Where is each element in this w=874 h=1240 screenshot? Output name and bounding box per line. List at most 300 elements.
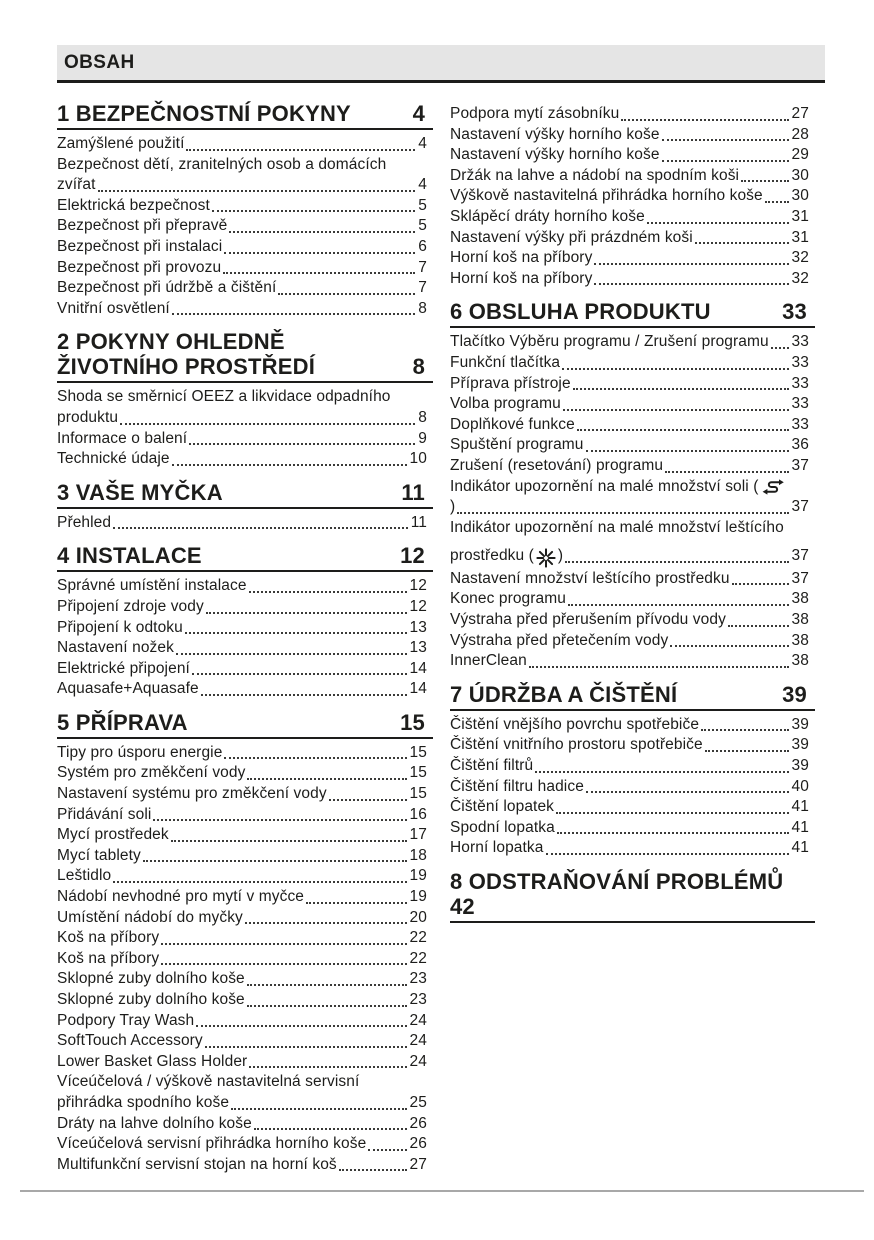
entry-page-number: 4	[418, 176, 427, 194]
entry-page-number: 27	[409, 1155, 427, 1173]
entry-page-number: 25	[409, 1093, 427, 1111]
entry-text: Víceúčelová / výškově nastavitelná servisní	[57, 1073, 360, 1091]
entry-page-number: 12	[409, 577, 427, 595]
toc-entry-line	[57, 1155, 433, 1176]
entry-text: prostředku (	[450, 547, 534, 565]
toc-entry-line	[450, 838, 815, 859]
dot-leader	[120, 423, 415, 425]
entry-page-number: 37	[791, 456, 809, 474]
section-heading	[450, 682, 815, 711]
dot-leader	[529, 666, 789, 668]
dot-leader	[161, 943, 406, 945]
entry-page-number: 32	[791, 249, 809, 267]
toc-entry	[57, 1114, 433, 1135]
section-title: 5 PŘÍPRAVA	[57, 709, 188, 735]
toc-entry-line	[57, 949, 433, 970]
dot-leader	[568, 604, 789, 606]
dot-leader	[247, 1005, 407, 1007]
dot-leader	[201, 694, 407, 696]
entry-text: Příprava přístroje	[450, 374, 571, 392]
dot-leader	[245, 922, 407, 924]
entry-text: Výstraha před přerušením přívodu vody	[450, 611, 726, 629]
entry-text: Nádobí nevhodné pro mytí v myčce	[57, 888, 305, 906]
entry-text: Systém pro změkčení vody	[57, 764, 246, 782]
dot-leader	[192, 673, 407, 675]
entry-page-number: 8	[418, 408, 427, 426]
toc-entry-line	[57, 1134, 433, 1155]
rinse-aid-icon	[536, 548, 556, 568]
toc-entry	[450, 435, 815, 456]
toc-entry-line	[57, 175, 433, 196]
entry-text: Nastavení množství leštícího prostředku	[450, 569, 730, 587]
toc-section	[57, 710, 433, 1175]
toc-entry-line	[57, 846, 433, 867]
entry-page-number: 36	[791, 436, 809, 454]
toc-entry-line	[450, 374, 815, 395]
dot-leader	[186, 149, 415, 151]
entry-text: produktu	[57, 408, 119, 426]
toc-entry	[57, 969, 433, 990]
toc-entry	[450, 569, 815, 590]
entry-text: Bezpečnost při přepravě	[57, 217, 228, 235]
section-page-number: 12	[400, 543, 425, 569]
entry-page-number: 38	[791, 631, 809, 649]
entry-text: Sklopné zuby dolního koše	[57, 991, 245, 1008]
toc-entry-line	[450, 269, 815, 290]
dot-leader	[247, 778, 406, 780]
toc-entry-line	[57, 784, 433, 805]
section-page-number: 15	[400, 709, 425, 735]
dot-leader	[205, 1046, 407, 1048]
toc-entry	[450, 394, 815, 415]
entry-page-number: 16	[409, 805, 427, 823]
toc-entry	[450, 248, 815, 269]
toc-entry	[450, 228, 815, 249]
section-page-number: 4	[412, 101, 425, 126]
dot-leader	[573, 388, 789, 390]
entry-text: Čištění filtrů	[450, 757, 534, 775]
entry-page-number: 13	[409, 639, 427, 657]
toc-entry	[57, 299, 433, 320]
toc-entry-line	[57, 196, 433, 217]
entry-page-number: 8	[418, 299, 427, 317]
entry-text: Mycí prostředek	[57, 826, 169, 844]
section-title: 6 OBSLUHA PRODUKTU	[450, 299, 711, 325]
dot-leader	[196, 1025, 406, 1027]
dot-leader	[172, 464, 407, 466]
entry-text: Koš na příbory	[57, 949, 160, 967]
entry-text: Tlačítko Výběru programu / Zrušení programu	[450, 333, 769, 351]
toc-entry-line	[57, 1093, 433, 1114]
entry-page-number: 6	[418, 237, 427, 255]
toc-section-continued	[450, 104, 815, 289]
toc-entry	[57, 278, 433, 299]
entry-page-number: 19	[409, 888, 427, 906]
entry-page-number: 39	[791, 715, 809, 733]
toc-entry	[57, 990, 433, 1011]
toc-entry	[450, 207, 815, 228]
toc-entry-line	[450, 435, 815, 456]
dot-leader	[670, 645, 788, 647]
entry-text: Informace o balení	[57, 429, 188, 447]
entry-text: Dráty na lahve dolního koše	[57, 1114, 252, 1132]
entry-page-number: 22	[409, 929, 427, 947]
toc-entry	[450, 477, 815, 518]
entry-text: Bezpečnost při provozu	[57, 258, 222, 276]
entry-text: InnerClean	[450, 652, 527, 670]
toc-entry	[57, 1052, 433, 1073]
toc-entry	[57, 196, 433, 217]
page-title: OBSAH	[64, 52, 135, 73]
toc-entry	[450, 735, 815, 756]
dot-leader	[647, 222, 789, 224]
toc-entry	[450, 332, 815, 353]
toc-column-right	[450, 101, 815, 1185]
dot-leader	[153, 819, 406, 821]
toc-entry	[450, 715, 815, 736]
toc-entry	[57, 908, 433, 929]
section-title: 3 VAŠE MYČKA	[57, 479, 223, 505]
dot-leader	[665, 471, 788, 473]
entry-text: Indikátor upozornění na malé množství leštícího	[450, 518, 784, 536]
dot-leader	[229, 231, 415, 233]
toc-entry-line	[450, 756, 815, 777]
toc-entry	[57, 763, 433, 784]
toc-entry-line	[450, 456, 815, 477]
toc-entry	[450, 125, 815, 146]
entry-page-number: 17	[409, 826, 427, 844]
dot-leader	[565, 561, 788, 563]
toc-entry	[450, 166, 815, 187]
entry-page-number: 9	[418, 429, 427, 447]
entry-text: Sklopné zuby dolního koše	[57, 970, 245, 988]
toc-entry-line	[450, 777, 815, 798]
toc-entry-line	[450, 332, 815, 353]
toc-section	[57, 480, 433, 534]
toc-entry	[450, 415, 815, 436]
toc-entry-line	[57, 216, 433, 237]
toc-column-left	[57, 101, 433, 1185]
toc-entry-line	[450, 248, 815, 269]
entry-text: Vnitřní osvětlení	[57, 299, 170, 317]
toc-entry	[57, 597, 433, 618]
entry-text: Funkční tlačítka	[450, 353, 561, 371]
toc-entry	[450, 610, 815, 631]
dot-leader	[306, 902, 407, 904]
toc-entry-line	[57, 429, 433, 450]
toc-entry-line	[450, 125, 815, 146]
dot-leader	[705, 750, 789, 752]
toc-entry-line	[57, 576, 433, 597]
entry-text: Technické údaje	[57, 450, 170, 468]
toc-entry-line	[57, 278, 433, 299]
dot-leader	[254, 1128, 407, 1130]
dot-leader	[771, 347, 789, 349]
toc-entry-line	[450, 631, 815, 652]
toc-entry-line	[57, 805, 433, 826]
entry-text: Nastavení výšky horního koše	[450, 125, 660, 143]
toc-entry	[57, 618, 433, 639]
dot-leader	[562, 368, 788, 370]
dot-leader	[329, 799, 407, 801]
toc-entry-line	[57, 928, 433, 949]
entry-text: Výškově nastavitelná přihrádka horního koše	[450, 187, 763, 205]
entry-page-number: 14	[409, 659, 427, 677]
entry-page-number: 19	[409, 867, 427, 885]
entry-page-number: 24	[409, 1032, 427, 1050]
dot-leader	[586, 450, 789, 452]
entry-page-number: 7	[418, 279, 427, 297]
dot-leader	[212, 210, 415, 212]
toc-entry	[450, 518, 815, 567]
toc-entry	[57, 134, 433, 155]
entry-page-number: 33	[791, 333, 809, 351]
dot-leader	[695, 242, 789, 244]
toc-entry-line	[450, 415, 815, 436]
toc-entry-line	[57, 1114, 433, 1135]
section-page-number: 11	[401, 479, 425, 505]
dot-leader	[206, 612, 407, 614]
entry-page-number: 41	[791, 839, 809, 857]
entry-text: Přehled	[57, 513, 112, 531]
entry-page-number: 22	[409, 949, 427, 967]
toc-entry-line	[450, 207, 815, 228]
entry-text: Leštidlo	[57, 867, 112, 885]
dot-leader	[223, 272, 415, 274]
toc-entry	[57, 1134, 433, 1155]
toc-section	[450, 869, 815, 923]
entry-text: zvířat	[57, 176, 96, 194]
entry-page-number: 37	[791, 498, 809, 516]
entry-page-number: 32	[791, 269, 809, 287]
entry-text: Multifunkční servisní stojan na horní koš	[57, 1155, 337, 1173]
toc-entry	[57, 928, 433, 949]
toc-entry	[57, 258, 433, 279]
entry-text: Bezpečnost při instalaci	[57, 237, 223, 255]
dot-leader	[176, 653, 407, 655]
toc-entry-line	[57, 449, 433, 470]
entry-page-number: 31	[791, 207, 809, 225]
salt-icon	[761, 479, 785, 495]
toc-entry-line	[57, 155, 433, 176]
dot-leader	[741, 180, 788, 182]
dot-leader	[701, 729, 788, 731]
toc-entry	[450, 269, 815, 290]
toc-entry-line	[57, 763, 433, 784]
dot-leader	[586, 791, 789, 793]
toc-entry-line	[57, 618, 433, 639]
footer-divider-line	[20, 1190, 864, 1192]
section-title: 1 BEZPEČNOSTNÍ POKYNY	[57, 101, 351, 126]
entry-text: Horní koš na příbory	[450, 269, 593, 287]
toc-entry	[57, 1031, 433, 1052]
toc-entry-line	[450, 186, 815, 207]
toc-entry-line	[450, 569, 815, 590]
section-heading	[57, 543, 433, 572]
toc-entry-line	[57, 638, 433, 659]
section-heading	[57, 329, 433, 383]
entry-page-number: 7	[418, 258, 427, 276]
entry-text: Spuštění programu	[450, 436, 584, 454]
toc-section	[57, 543, 433, 700]
page-header	[57, 45, 825, 83]
dot-leader	[143, 860, 407, 862]
toc-entry	[57, 216, 433, 237]
entry-text: Doplňkové funkce	[450, 415, 575, 433]
toc-entry-line	[57, 387, 433, 408]
entry-text: Bezpečnost při údržbě a čištění	[57, 279, 277, 297]
dot-leader	[546, 853, 789, 855]
entry-text: Shoda se směrnicí OEEZ a likvidace odpadního	[57, 388, 391, 406]
toc-entry	[57, 866, 433, 887]
entry-page-number: 5	[418, 217, 427, 235]
toc-entry	[57, 949, 433, 970]
dot-leader	[535, 771, 788, 773]
dot-leader	[113, 527, 408, 529]
toc-entry	[450, 797, 815, 818]
entry-text: Elektrické připojení	[57, 659, 190, 677]
entry-page-number: 38	[791, 652, 809, 670]
dot-leader	[224, 757, 406, 759]
entry-text: přihrádka spodního koše	[57, 1093, 230, 1111]
entry-page-number: 29	[791, 146, 809, 164]
entry-text: Spodní lopatka	[450, 818, 555, 836]
entry-page-number: 33	[791, 374, 809, 392]
toc-entry-line	[57, 659, 433, 680]
section-title: 2 POKYNY OHLEDNĚ ŽIVOTNÍHO PROSTŘEDÍ	[57, 329, 316, 380]
entry-page-number: 41	[791, 818, 809, 836]
entry-page-number: 15	[409, 785, 427, 803]
entry-page-number: 11	[410, 513, 427, 531]
toc-entry	[57, 387, 433, 428]
dot-leader	[161, 963, 406, 965]
entry-text: Horní koš na příbory	[450, 249, 593, 267]
entry-page-number: 24	[409, 1052, 427, 1070]
toc-entry-line	[57, 134, 433, 155]
dot-leader	[249, 1066, 406, 1068]
entry-text: Koš na příbory	[57, 929, 160, 947]
entry-text: Podpory Tray Wash	[57, 1011, 195, 1029]
entry-text: Umístění nádobí do myčky	[57, 908, 243, 926]
toc-entry	[57, 679, 433, 700]
toc-entry	[450, 353, 815, 374]
dot-leader	[577, 429, 789, 431]
section-title: 8 ODSTRAŇOVÁNÍ PROBLÉMŮ	[450, 869, 784, 894]
dot-leader	[172, 313, 415, 315]
toc-entry-line	[450, 228, 815, 249]
toc-entry-line	[450, 145, 815, 166]
entry-text: Výstraha před přetečením vody	[450, 631, 669, 649]
toc-entry-line	[57, 969, 433, 990]
toc-entry	[450, 777, 815, 798]
toc-section	[57, 101, 433, 319]
section-page-number: 42	[450, 894, 475, 919]
entry-text: Nastavení systému pro změkčení vody	[57, 785, 327, 803]
entry-page-number: 5	[418, 196, 427, 214]
toc-section	[450, 682, 815, 859]
toc-entry	[450, 589, 815, 610]
toc-section	[57, 329, 433, 469]
dot-leader	[662, 139, 789, 141]
entry-page-number: 30	[791, 187, 809, 205]
entry-text: Nastavení nožek	[57, 639, 174, 657]
dot-leader	[594, 283, 788, 285]
entry-text: Konec programu	[450, 590, 566, 608]
toc-entry-line	[57, 513, 433, 534]
toc-entry-line	[450, 651, 815, 672]
entry-text: Podpora mytí zásobníku	[450, 105, 620, 122]
entry-page-number: 26	[409, 1114, 427, 1132]
dot-leader	[765, 201, 789, 203]
toc-entry-line	[450, 394, 815, 415]
entry-text: Připojení k odtoku	[57, 618, 183, 636]
entry-page-number: 14	[409, 680, 427, 698]
section-heading	[57, 710, 433, 739]
toc-entry-line	[57, 743, 433, 764]
toc-entry-line	[57, 408, 433, 429]
entry-text: Přidávání soli	[57, 805, 152, 823]
toc-entry-line	[450, 610, 815, 631]
entry-text: Víceúčelová servisní přihrádka horního koše	[57, 1135, 367, 1153]
dot-leader	[189, 443, 415, 445]
toc-entry-line	[57, 1052, 433, 1073]
toc-entry	[57, 743, 433, 764]
dot-leader	[556, 812, 789, 814]
entry-page-number: 38	[791, 590, 809, 608]
entry-text: )	[450, 498, 456, 516]
dot-leader	[113, 881, 406, 883]
toc-entry-line	[57, 887, 433, 908]
toc-entry-line	[450, 546, 815, 567]
entry-text: Volba programu	[450, 395, 561, 413]
entry-text: Horní lopatka	[450, 839, 544, 857]
entry-page-number: 37	[791, 569, 809, 587]
toc-entry	[57, 1011, 433, 1032]
toc-entry-line	[57, 597, 433, 618]
toc-entry-line	[57, 990, 433, 1011]
toc-entry	[450, 104, 815, 125]
dot-leader	[368, 1149, 406, 1151]
toc-entry	[450, 374, 815, 395]
toc-entry	[57, 155, 433, 196]
dot-leader	[98, 190, 416, 192]
toc-entry	[57, 513, 433, 534]
entry-page-number: 23	[409, 991, 427, 1008]
toc-entry	[450, 631, 815, 652]
entry-text: Čištění filtru hadice	[450, 777, 584, 795]
entry-text: Zamýšlené použití	[57, 135, 185, 152]
toc-entry-line	[450, 589, 815, 610]
dot-leader	[557, 832, 789, 834]
entry-text: Nastavení výšky při prázdném koši	[450, 228, 693, 246]
toc-entry	[450, 818, 815, 839]
entry-text: Lower Basket Glass Holder	[57, 1052, 248, 1070]
toc-entry	[57, 576, 433, 597]
dot-leader	[732, 583, 789, 585]
toc-entry-line	[450, 518, 815, 539]
entry-text: Tipy pro úsporu energie	[57, 743, 223, 761]
entry-text: Čištění vnějšího povrchu spotřebiče	[450, 715, 700, 733]
entry-page-number: 40	[791, 777, 809, 795]
toc-entry	[57, 1072, 433, 1113]
entry-page-number: 33	[791, 395, 809, 413]
toc-entry-line	[57, 1011, 433, 1032]
entry-text: Elektrická bezpečnost	[57, 196, 210, 214]
toc-entry-line	[450, 166, 815, 187]
section-page-number: 39	[782, 681, 807, 707]
entry-page-number: 30	[791, 166, 809, 184]
entry-page-number: 18	[409, 846, 427, 864]
